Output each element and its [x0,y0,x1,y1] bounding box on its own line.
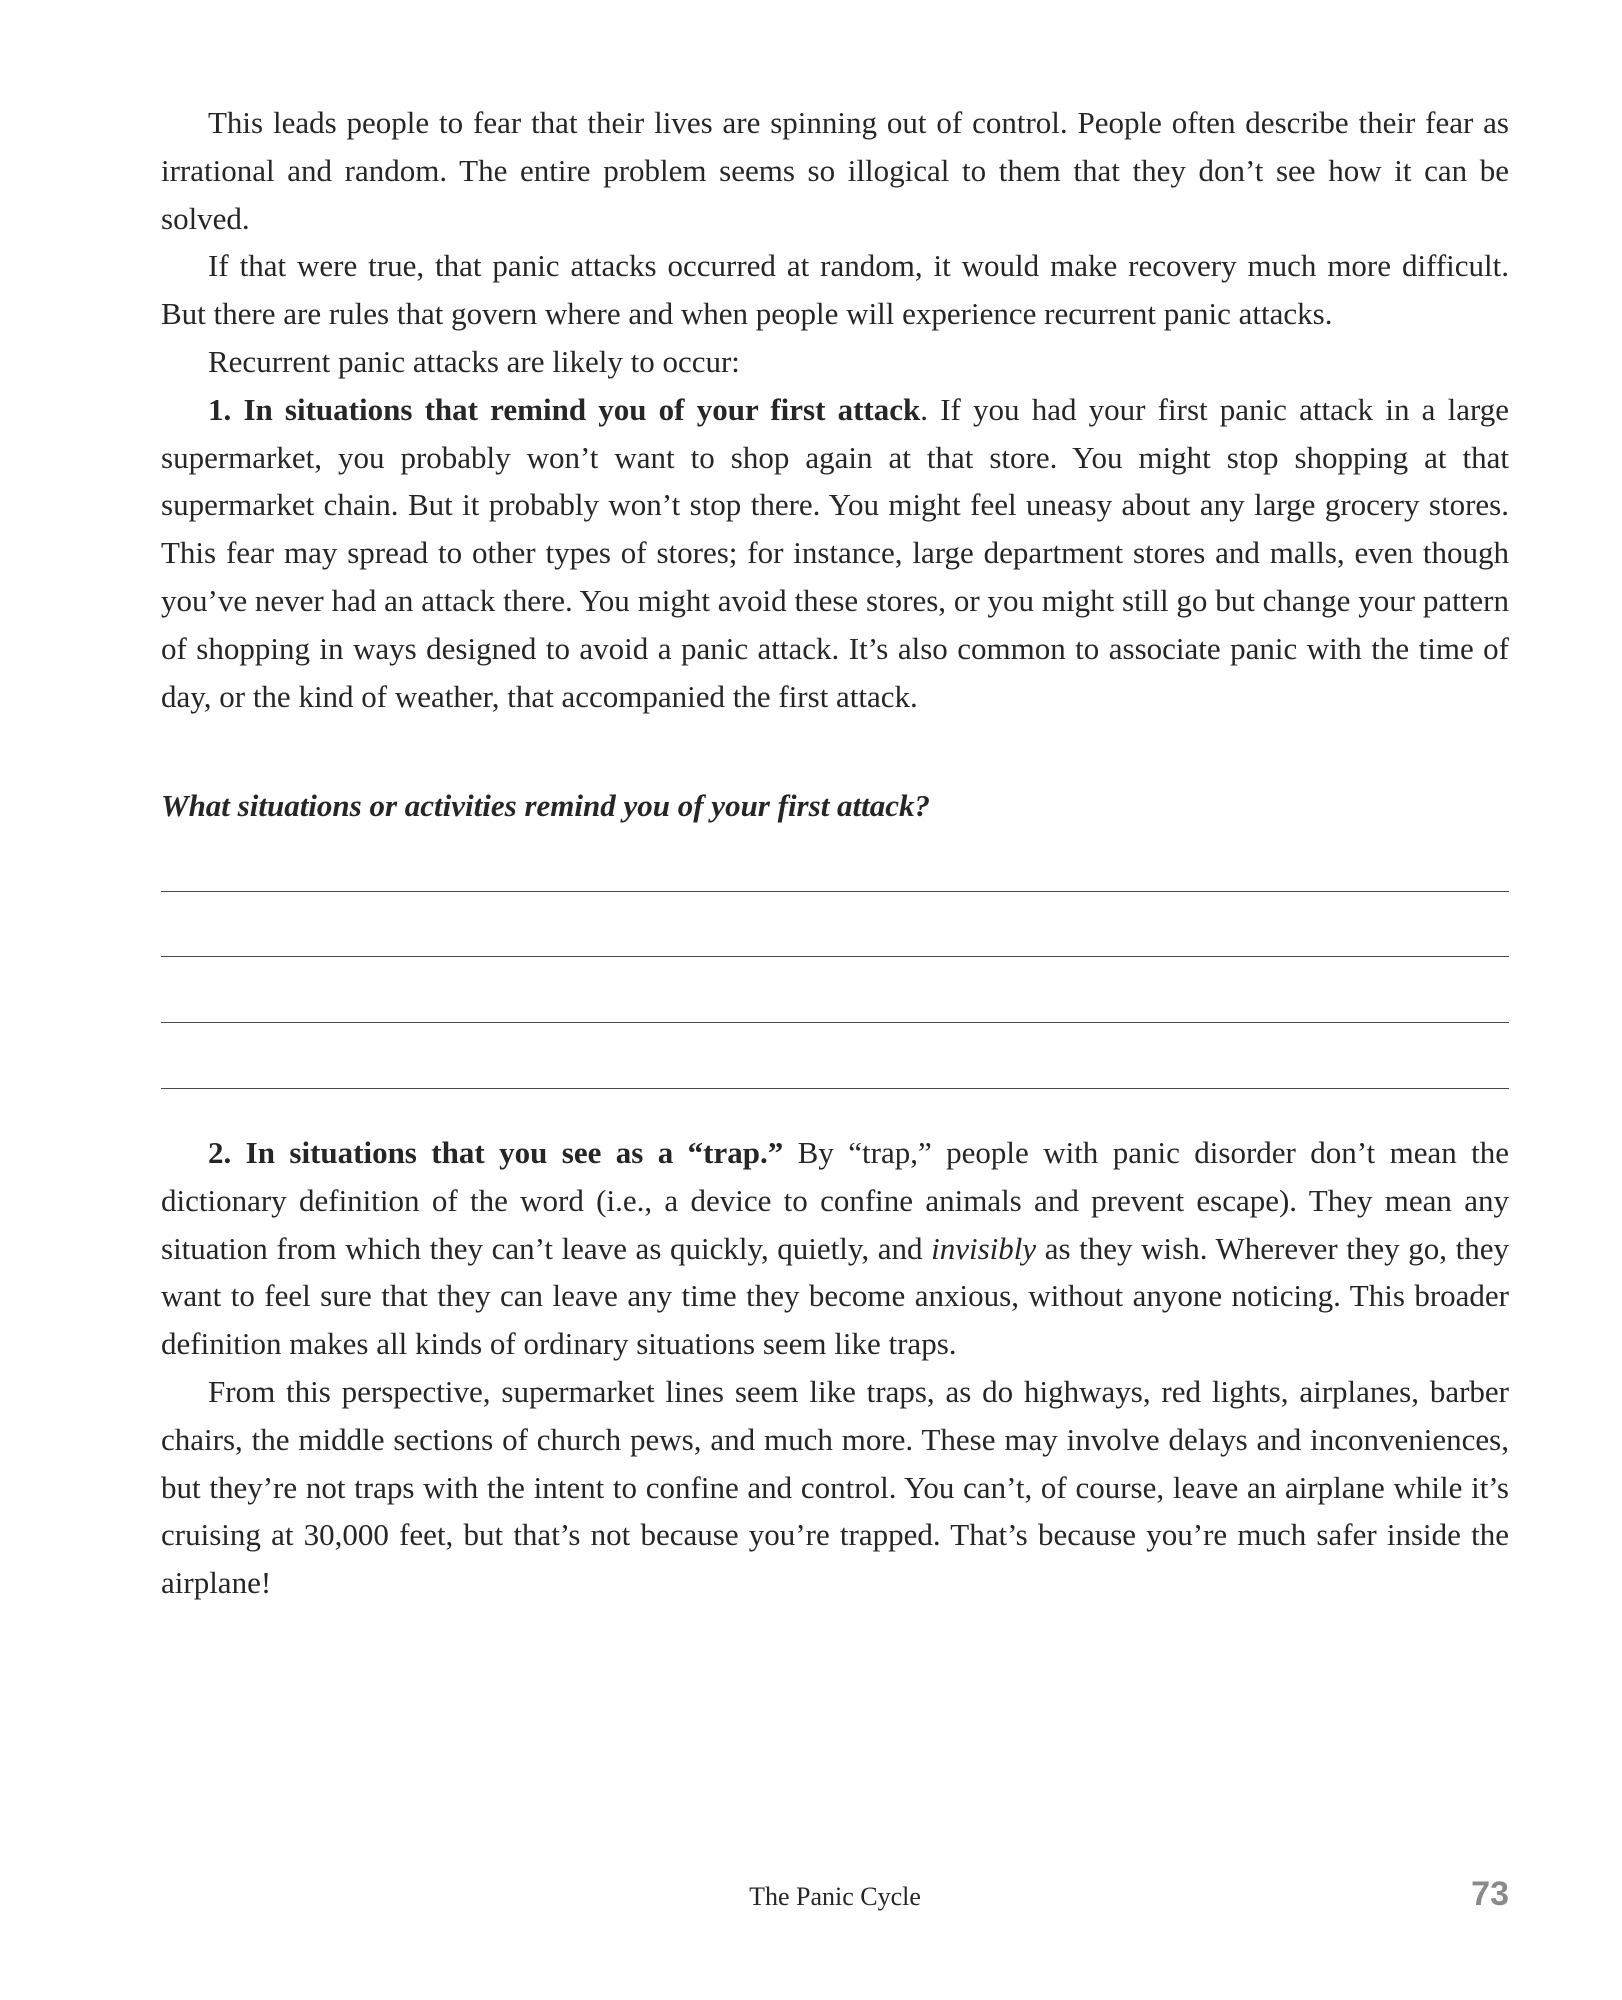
paragraph: From this perspective, supermarket lines seem like traps, as do highways, red lights, airplanes, barber chairs, the middle sections of church pews, and much more. These may involve delays and inconveniences, but they’re not traps with the intent to confine and control. You can’t, of course, leave an airplane while it’s cruising at 30,000 feet, but that’s not because you’re trapped. That’s because you’re much safer inside the airplane! [161,1373,1509,1601]
list-item-heading: 1. In situations that remind you of your first attack [208,391,921,427]
list-item-text: . If you had your first panic attack in a large supermarket, you probably won’t want to shop again at that store. You might stop shopping at that supermarket chain. But it probably won’t stop there. You might feel uneasy about any large grocery stores. This fear may spread to other types of stores; for instance, large department stores and malls, even though you’ve never had an attack there. You might avoid these stores, or you might still go but change your pattern of shopping in ways designed to avoid a panic attack. It’s also common to associate panic with the time of day, or the kind of weather, that accompanied the first attack. [161,391,1509,714]
paragraph: If that were true, that panic attacks occurred at random, it would make recovery much more difficult. But there are rules that govern where and when people will experience recurrent panic attacks. [161,248,1509,332]
answer-line[interactable] [161,956,1509,957]
body-text-section-1 [161,99,1509,720]
paragraph: This leads people to fear that their lives are spinning out of control. People often describe their fear as irrational and random. The entire problem seems so illogical to them that they don’t see how it can be solved. [161,105,1509,236]
running-footer-title: The Panic Cycle [749,1882,921,1911]
list-item-trap [161,1129,1509,1368]
list-item-text: By “trap,” people with panic disorder don’t mean the dictionary definition of the word (i.e., a device to confine animals and prevent escape). They mean any situation from which they can’t leave as quickly, quietly, and [161,1135,1510,1266]
exercise-question: What situations or activities remind you of your first attack? [161,788,931,823]
emphasis-text: invisibly [931,1230,1037,1266]
paragraph: Recurrent panic attacks are likely to occur: [208,343,740,379]
list-item-text: as they wish. Wherever they go, they want to feel sure that they can leave any time they become anxious, without anyone noticing. This broader definition makes all kinds of ordinary situations seem like traps. [161,1230,1509,1362]
body-text-section-2 [161,1129,1509,1607]
answer-line[interactable] [161,1022,1509,1023]
list-item-first-attack [161,386,1509,721]
page-number: 73 [1471,1875,1509,1913]
list-item-heading: 2. In situations that you see as a “trap.” [208,1135,784,1170]
answer-line[interactable] [161,1088,1509,1089]
answer-line[interactable] [161,891,1509,892]
